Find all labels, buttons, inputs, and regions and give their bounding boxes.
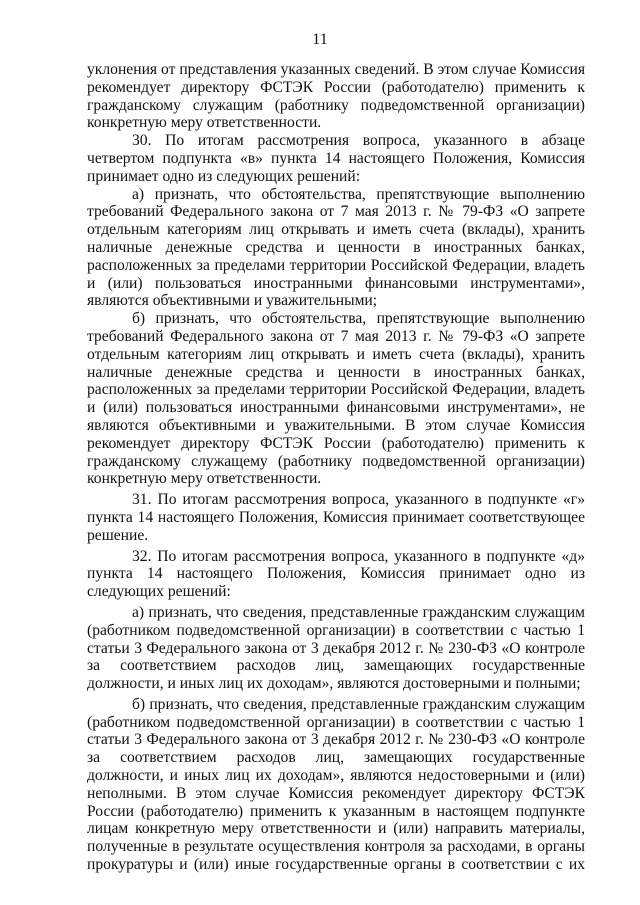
paragraph-item-32b: б) признать, что сведения, представленные гражданским служащим (работником подведомственной организации) в соответствии с частью 1 статьи 3 Федерального закона от 3 декабря 2012 г. № 230-ФЗ «О контроле за соответствием расходов лиц, замещающих государственные должности, и иных лиц их доходам», являются недостоверными и (или) неполными. В этом случае Комиссия рекомендует директору ФСТЭК России (работодателю) применить к указанным в настоящем подпункте лицам конкретную меру ответственности и (или) направить материалы, полученные в результате осуществления контроля за расходами, в органы прокуратуры и (или) иные государственные органы в соответствии с их (87, 695, 585, 874)
paragraph-item-31: 31. По итогам рассмотрения вопроса, указанного в подпункте «г» пункта 14 настоящего Положения, Комиссия принимает соответствующее решение. (87, 491, 585, 544)
paragraph-item-32: 32. По итогам рассмотрения вопроса, указанного в подпункте «д» пункта 14 настоящего Положения, Комиссия принимает одно из следующих решений: (87, 547, 585, 601)
paragraph-item-32a: а) признать, что сведения, представленные гражданским служащим (работником подведомственной организации) в соответствии с частью 1 статьи 3 Федерального закона от 3 декабря 2012 г. № 230-ФЗ «О контроле за соответствием расходов лиц, замещающих государственные должности, и иных лиц их доходам», являются достоверными и полными; (87, 603, 585, 693)
paragraph-item-30: 30. По итогам рассмотрения вопроса, указанного в абзаце четвертом подпункта «в» пункта 14 настоящего Положения, Комиссия принимает одно из следующих решений: (87, 132, 585, 185)
paragraph-item-30a: а) признать, что обстоятельства, препятствующие выполнению требований Федерального закона от 7 мая 2013 г. № 79-ФЗ «О запрете отдельным категориям лиц открывать и иметь счета (вклады), хранить наличные денежные средства и ценности в иностранных банках, расположенных за пределами территории Российской Федерации, владеть и (или) пользоваться иностранными финансовыми инструментами», являются объективными и уважительными; (87, 185, 585, 310)
paragraph-continuation: уклонения от представления указанных сведений. В этом случае Комиссия рекомендует директору ФСТЭК России (работодателю) применить к гражданскому служащим (работнику подведомственной организации) конкретную меру ответственности. (87, 61, 585, 132)
page-number: 11 (312, 31, 328, 48)
paragraph-item-30b: б) признать, что обстоятельства, препятствующие выполнению требований Федерального закона от 7 мая 2013 г. № 79-ФЗ «О запрете отдельным категориям лиц открывать и иметь счета (вклады), хранить наличные денежные средства и ценности в иностранных банках, расположенных за пределами территории Российской Федерации, владеть и (или) пользоваться иностранными финансовыми инструментами», не являются объективными и уважительными. В этом случае Комиссия рекомендует директору ФСТЭК России (работодателю) применить к гражданскому служащему (работнику подведомственной организации) конкретную меру ответственности. (87, 310, 585, 488)
document-body (87, 61, 585, 874)
